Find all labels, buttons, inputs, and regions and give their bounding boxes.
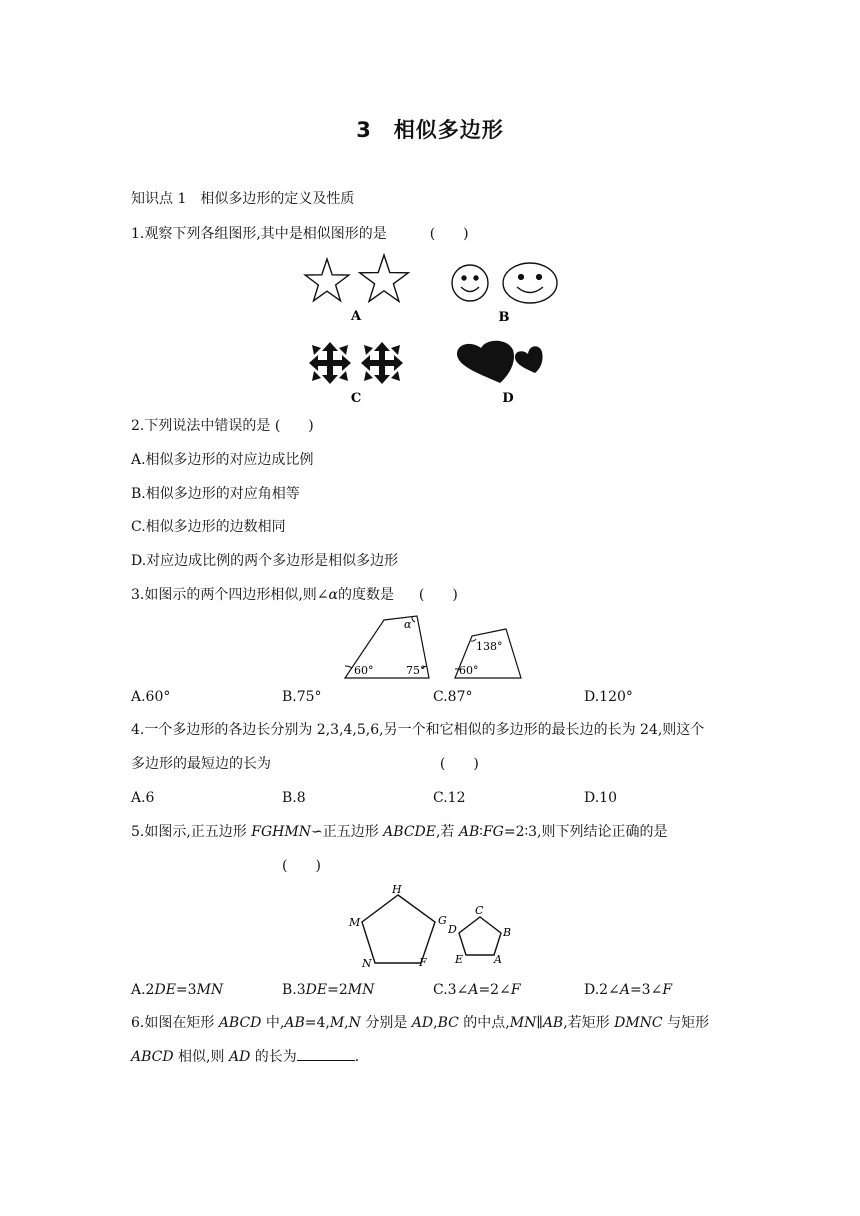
q5-text: =2∶3,则下列结论正确的是: [503, 824, 668, 840]
opt-var: F: [662, 982, 673, 998]
q6-var: DMNC: [614, 1015, 663, 1031]
q5-option-b: [282, 981, 374, 999]
q5-text: 5.如图示,正五边形: [131, 824, 252, 840]
smiley-shape: [452, 265, 488, 301]
q6-var: ABCD: [131, 1049, 174, 1065]
arrow-cross-shape: [361, 342, 403, 384]
opt-var: F: [510, 982, 521, 998]
question-2-text: 2.下列说法中错误的是: [131, 418, 271, 434]
star-shape: [305, 259, 349, 301]
question-6-line-1: [131, 1014, 709, 1032]
answer-paren: ( ): [418, 587, 458, 603]
q5-option-d: [584, 981, 672, 999]
q2-option-b: B.相似多边形的对应角相等: [131, 486, 300, 502]
answer-paren: ( ): [282, 858, 321, 874]
q6-text: 相似,则: [173, 1049, 229, 1065]
option-label-c: C: [350, 391, 362, 406]
vertex-label: G: [438, 914, 447, 927]
opt-text: D.2∠: [584, 982, 620, 998]
q3-option-d: D.120°: [584, 689, 633, 705]
q6-var: AD: [228, 1049, 251, 1065]
q5-text: ∽正五边形: [310, 824, 384, 840]
angle-60-small-label: 60°: [459, 664, 479, 677]
vertex-label: B: [503, 926, 512, 939]
smiley-shape: [503, 263, 557, 303]
opt-text: =3∠: [629, 982, 663, 998]
q2-option-d: D.对应边成比例的两个多边形是相似多边形: [131, 553, 399, 569]
q6-text: ,: [433, 1015, 438, 1031]
q3-option-c: C.87°: [433, 689, 473, 705]
opt-text: A.2: [131, 982, 155, 998]
q6-text: ,: [344, 1015, 349, 1031]
question-5: [131, 823, 668, 841]
question-3-text: 3.如图示的两个四边形相似,则∠: [131, 587, 329, 603]
vertex-label: N: [362, 957, 372, 970]
opt-var: MN: [196, 982, 224, 998]
question-1-text: 1.观察下列各组图形,其中是相似图形的是: [131, 226, 387, 242]
q6-text: 的长为: [250, 1049, 297, 1065]
q6-text: =4,: [304, 1015, 330, 1031]
opt-text: =2: [327, 982, 348, 998]
pentagon-small: [459, 917, 501, 955]
q5-option-c: [433, 981, 521, 999]
question-4-text: 多边形的最短边的长为: [131, 756, 271, 772]
opt-var: MN: [347, 982, 375, 998]
opt-text: B.3: [282, 982, 306, 998]
q5-text: ,若: [435, 824, 459, 840]
question-4-line-1: 4.一个多边形的各边长分别为 2,3,4,5,6,另一个和它相似的多边形的最长边的长为 24,则这个: [131, 722, 705, 738]
question-1: [131, 225, 469, 243]
q6-text: ,若矩形: [563, 1015, 615, 1031]
q6-var: ABCD: [218, 1015, 262, 1031]
vertex-label: F: [419, 956, 427, 969]
q6-var: M: [329, 1015, 345, 1031]
q2-option-a: A.相似多边形的对应边成比例: [131, 452, 314, 468]
q6-var: BC: [437, 1015, 459, 1031]
vertex-label: D: [448, 923, 457, 936]
opt-text: =3: [175, 982, 197, 998]
question-1-figure: [290, 252, 570, 412]
q6-var: AD: [411, 1015, 434, 1031]
question-3: [131, 586, 458, 604]
angle-alpha-label: α: [404, 618, 412, 631]
q3-option-b: B.75°: [282, 689, 322, 705]
q5-var: AB: [458, 824, 480, 840]
q6-text: 6.如图在矩形: [131, 1015, 219, 1031]
question-2: [131, 417, 314, 435]
q6-var: AB: [542, 1015, 564, 1031]
q6-text: .: [354, 1049, 360, 1065]
opt-text: =2∠: [478, 982, 511, 998]
alpha-symbol: α: [328, 587, 339, 603]
q5-var: FGHMN: [251, 824, 311, 840]
q6-text: 分别是: [360, 1015, 412, 1031]
q6-var: MN: [509, 1015, 537, 1031]
q6-text: 与矩形: [662, 1015, 710, 1031]
vertex-label: H: [392, 883, 402, 896]
option-label-b: B: [498, 310, 510, 325]
q4-option-c: C.12: [433, 790, 466, 806]
question-4-line-2: [131, 755, 479, 773]
answer-blank[interactable]: [297, 1048, 355, 1061]
answer-paren: ( ): [429, 226, 469, 242]
question-5-figure: [340, 880, 520, 970]
q4-option-d: D.10: [584, 790, 617, 806]
q3-option-a: A.60°: [131, 689, 171, 705]
heart-shape: [515, 346, 543, 373]
q6-text: ∥: [536, 1015, 543, 1031]
question-6-line-2: [131, 1048, 359, 1066]
page-title: 3 相似多边形: [356, 118, 504, 142]
question-3-figure: [340, 612, 525, 682]
q6-text: 中,: [261, 1015, 285, 1031]
opt-var: A: [619, 982, 630, 998]
q6-var: N: [348, 1015, 361, 1031]
angle-75-label: 75°: [406, 664, 426, 677]
option-label-a: A: [350, 309, 362, 324]
q5-text: ∶: [479, 824, 483, 840]
answer-paren: ( ): [274, 418, 314, 434]
q5-var: FG: [482, 824, 504, 840]
vertex-label: M: [349, 916, 361, 929]
heart-shape: [457, 341, 514, 383]
angle-138-label: 138°: [476, 640, 503, 653]
arrow-cross-shape: [309, 342, 351, 384]
answer-paren: ( ): [439, 756, 479, 772]
star-shape: [360, 255, 409, 302]
angle-60-label: 60°: [354, 664, 374, 677]
vertex-label: C: [475, 904, 484, 917]
q4-option-a: A.6: [131, 790, 155, 806]
q4-option-b: B.8: [282, 790, 306, 806]
vertex-label: E: [455, 953, 464, 966]
opt-var: A: [468, 982, 479, 998]
q5-option-a: [131, 981, 223, 999]
pentagon-large: [362, 895, 435, 963]
question-3-text-end: 的度数是: [338, 587, 395, 603]
vertex-label: A: [494, 953, 502, 966]
q6-text: 的中点,: [458, 1015, 510, 1031]
opt-text: C.3∠: [433, 982, 469, 998]
q6-var: AB: [284, 1015, 305, 1031]
opt-var: DE: [305, 982, 328, 998]
section-heading: 知识点 1 相似多边形的定义及性质: [131, 191, 355, 207]
q2-option-c: C.相似多边形的边数相同: [131, 519, 286, 535]
option-label-d: D: [502, 391, 514, 406]
q5-var: ABCDE: [383, 824, 436, 840]
opt-var: DE: [154, 982, 176, 998]
